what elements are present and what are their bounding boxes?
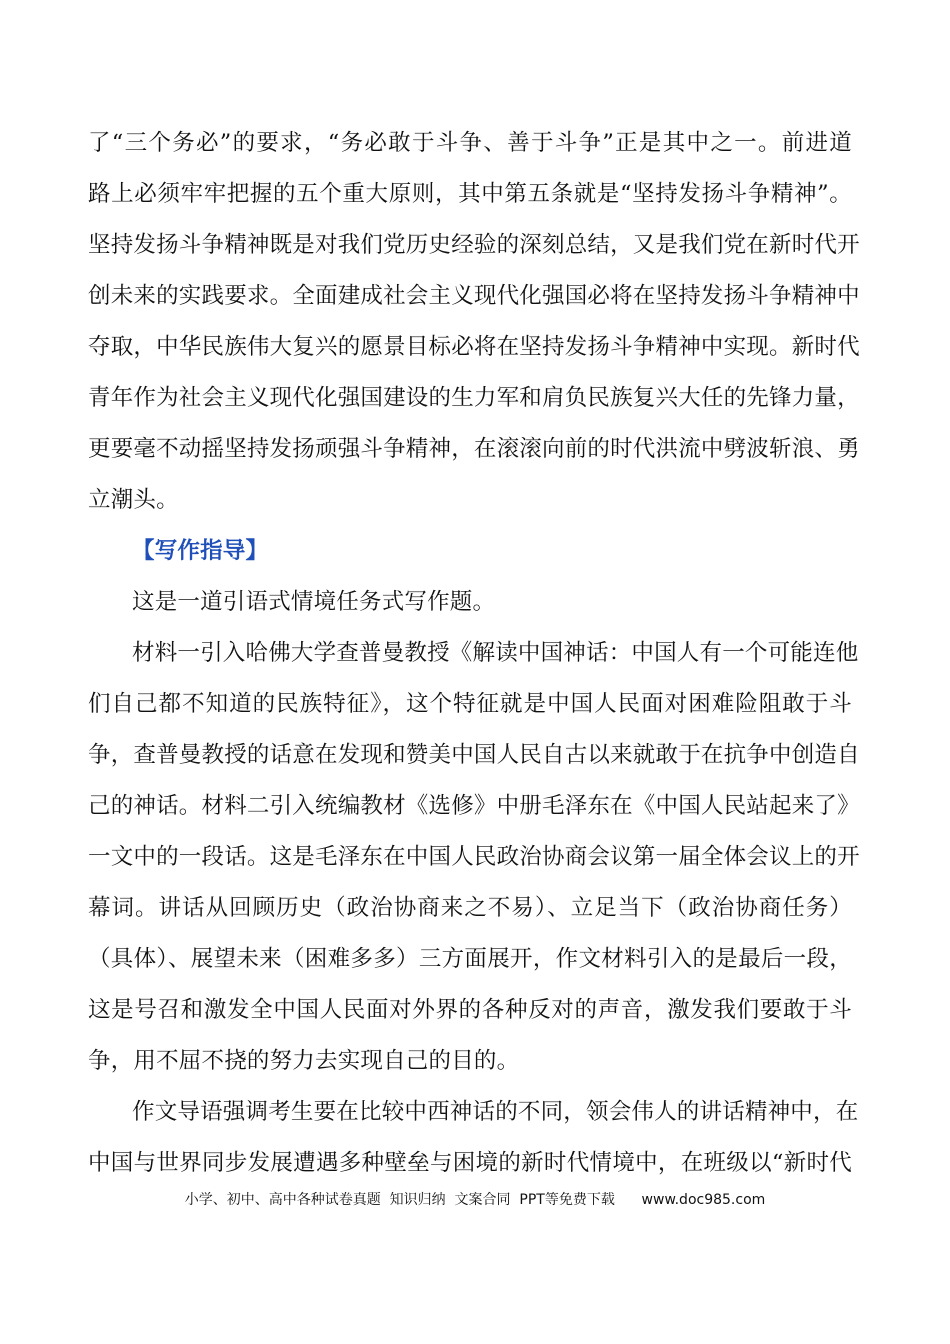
text-line: 中国与世界同步发展遭遇多种壁垒与困境的新时代情境中，在班级以“新时代 [88, 1150, 852, 1176]
text-line: 们自己都不知道的民族特征》，这个特征就是中国人民面对困难险阻敢于斗 [88, 691, 852, 717]
text-line: 立潮头。 [88, 487, 179, 513]
text-line: 青年作为社会主义现代化强国建设的生力军和肩负民族复兴大任的先锋力量， [88, 385, 860, 411]
text-line: 夺取，中华民族伟大复兴的愿景目标必将在坚持发扬斗争精神中实现。新时代 [88, 334, 860, 360]
text-line: 材料一引入哈佛大学查普曼教授《解读中国神话：中国人有一个可能连他 [132, 640, 859, 666]
text-line: （具体）、展望未来（困难多多）三方面展开，作文材料引入的是最后一段， [88, 946, 852, 972]
text-line: 幕词。讲话从回顾历史（政治协商来之不易）、立足当下（政治协商任务） [88, 895, 852, 921]
paragraph-task-type [88, 577, 852, 628]
paragraph-struggle-spirit [88, 118, 860, 526]
text-line: 这是一道引语式情境任务式写作题。 [132, 589, 496, 615]
text-line: 更要毫不动摇坚持发扬顽强斗争精神，在滚滚向前的时代洪流中劈波斩浪、勇 [88, 436, 860, 462]
text-line: 争，用不屈不挠的努力去实现自己的目的。 [88, 1048, 520, 1074]
text-line: 己的神话。材料二引入统编教材《选修》中册毛泽东在《中国人民站起来了》 [88, 793, 860, 819]
paragraph-material-analysis [88, 628, 860, 1087]
text-line: 了“三个务必”的要求，“务必敢于斗争、善于斗争”正是其中之一。前进道 [88, 130, 852, 156]
text-line: 作文导语强调考生要在比较中西神话的不同，领会伟人的讲话精神中，在 [132, 1099, 859, 1125]
page-footer: 小学、初中、高中各种试卷真题 知识归纳 文案合同 PPT等免费下载 www.doc985.com [184, 1192, 766, 1208]
text-line: 创未来的实践要求。全面建成社会主义现代化强国必将在坚持发扬斗争精神中 [88, 283, 860, 309]
text-line: 一文中的一段话。这是毛泽东在中国人民政治协商会议第一届全体会议上的开 [88, 844, 860, 870]
text-line: 坚持发扬斗争精神既是对我们党历史经验的深刻总结，又是我们党在新时代开 [88, 232, 860, 258]
paragraph-prompt-analysis [88, 1087, 859, 1189]
document-body [88, 118, 860, 1189]
section-heading-writing-guide: 【写作指导】 [132, 538, 269, 564]
text-line: 争，查普曼教授的话意在发现和赞美中国人民自古以来就敢于在抗争中创造自 [88, 742, 860, 768]
text-line: 路上必须牢牢把握的五个重大原则，其中第五条就是“坚持发扬斗争精神”。 [88, 181, 852, 207]
text-line: 这是号召和激发全中国人民面对外界的各种反对的声音，激发我们要敢于斗 [88, 997, 852, 1023]
